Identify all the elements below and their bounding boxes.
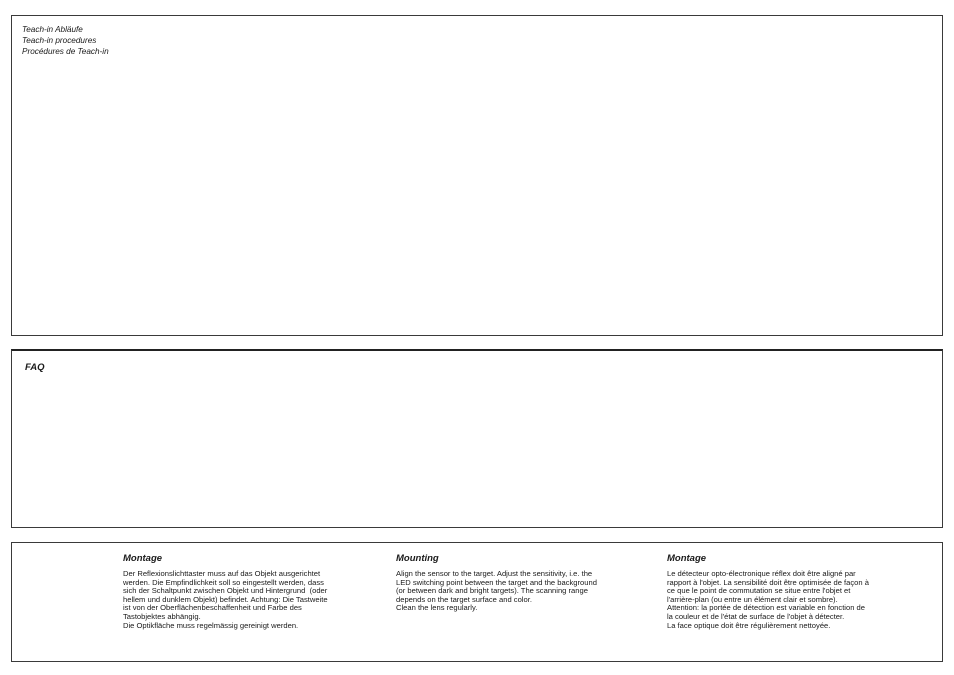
text-line: Attention: la portée de détection est variable en fonction de	[667, 603, 865, 613]
text-line: Die Optikfläche muss regelmässig gereinigt werden.	[123, 620, 299, 630]
mounting-column-de	[123, 553, 369, 630]
mounting-column-en	[396, 553, 642, 613]
text-line: Tastobjektes abhängig.	[123, 611, 201, 621]
text-line: la couleur et de l'état de surface de l'objet à détecter.	[667, 611, 845, 621]
teach-in-heading	[22, 24, 109, 57]
faq-panel	[11, 349, 943, 528]
mounting-title-fr: Montage	[667, 553, 707, 564]
text-line: Der Reflexionslichttaster muss auf das Objekt ausgerichtet	[123, 569, 321, 578]
text-line: Align the sensor to the target. Adjust the sensitivity, i.e. the	[396, 569, 593, 578]
text-line: ist von der Oberflächenbeschaffenheit und Farbe des	[123, 603, 302, 613]
mounting-text-en	[396, 570, 642, 613]
teach-in-title-fr: Procédures de Teach-in	[22, 47, 109, 56]
text-line: Clean the lens regularly.	[396, 603, 478, 613]
text-line: (or between dark and bright targets). The scanning range	[396, 586, 588, 596]
faq-title: FAQ	[25, 362, 45, 373]
teach-in-title-en: Teach-in procedures	[22, 36, 97, 45]
mounting-title-de: Montage	[123, 553, 163, 564]
text-line: ce que le point de commutation se situe entre l'objet et	[667, 586, 851, 596]
text-line: sich der Schaltpunkt zwischen Objekt und Hintergrund (oder	[123, 586, 328, 596]
text-line: Le détecteur opto-électronique réflex doit être aligné par	[667, 569, 856, 578]
mounting-title-en: Mounting	[396, 553, 439, 564]
teach-in-panel	[11, 15, 943, 336]
text-line: l'arrière-plan (ou entre un élément clair et sombre).	[667, 594, 838, 604]
text-line: rapport à l'objet. La sensibilité doit être optimisée de façon à	[667, 577, 869, 587]
text-line: hellem und dunklem Objekt) befindet. Achtung: Die Tastweite	[123, 594, 328, 604]
text-line: LED switching point between the target and the background	[396, 577, 597, 587]
mounting-panel	[11, 542, 943, 662]
mounting-column-fr	[667, 553, 913, 630]
text-line: La face optique doit être régulièrement nettoyée.	[667, 620, 831, 630]
mounting-text-fr	[667, 570, 913, 630]
teach-in-title-de: Teach-in Abläufe	[22, 25, 83, 34]
text-line: depends on the target surface and color.	[396, 594, 532, 604]
text-line: werden. Die Empfindlichkeit soll so eingestellt werden, dass	[123, 577, 324, 587]
mounting-text-de	[123, 570, 369, 630]
